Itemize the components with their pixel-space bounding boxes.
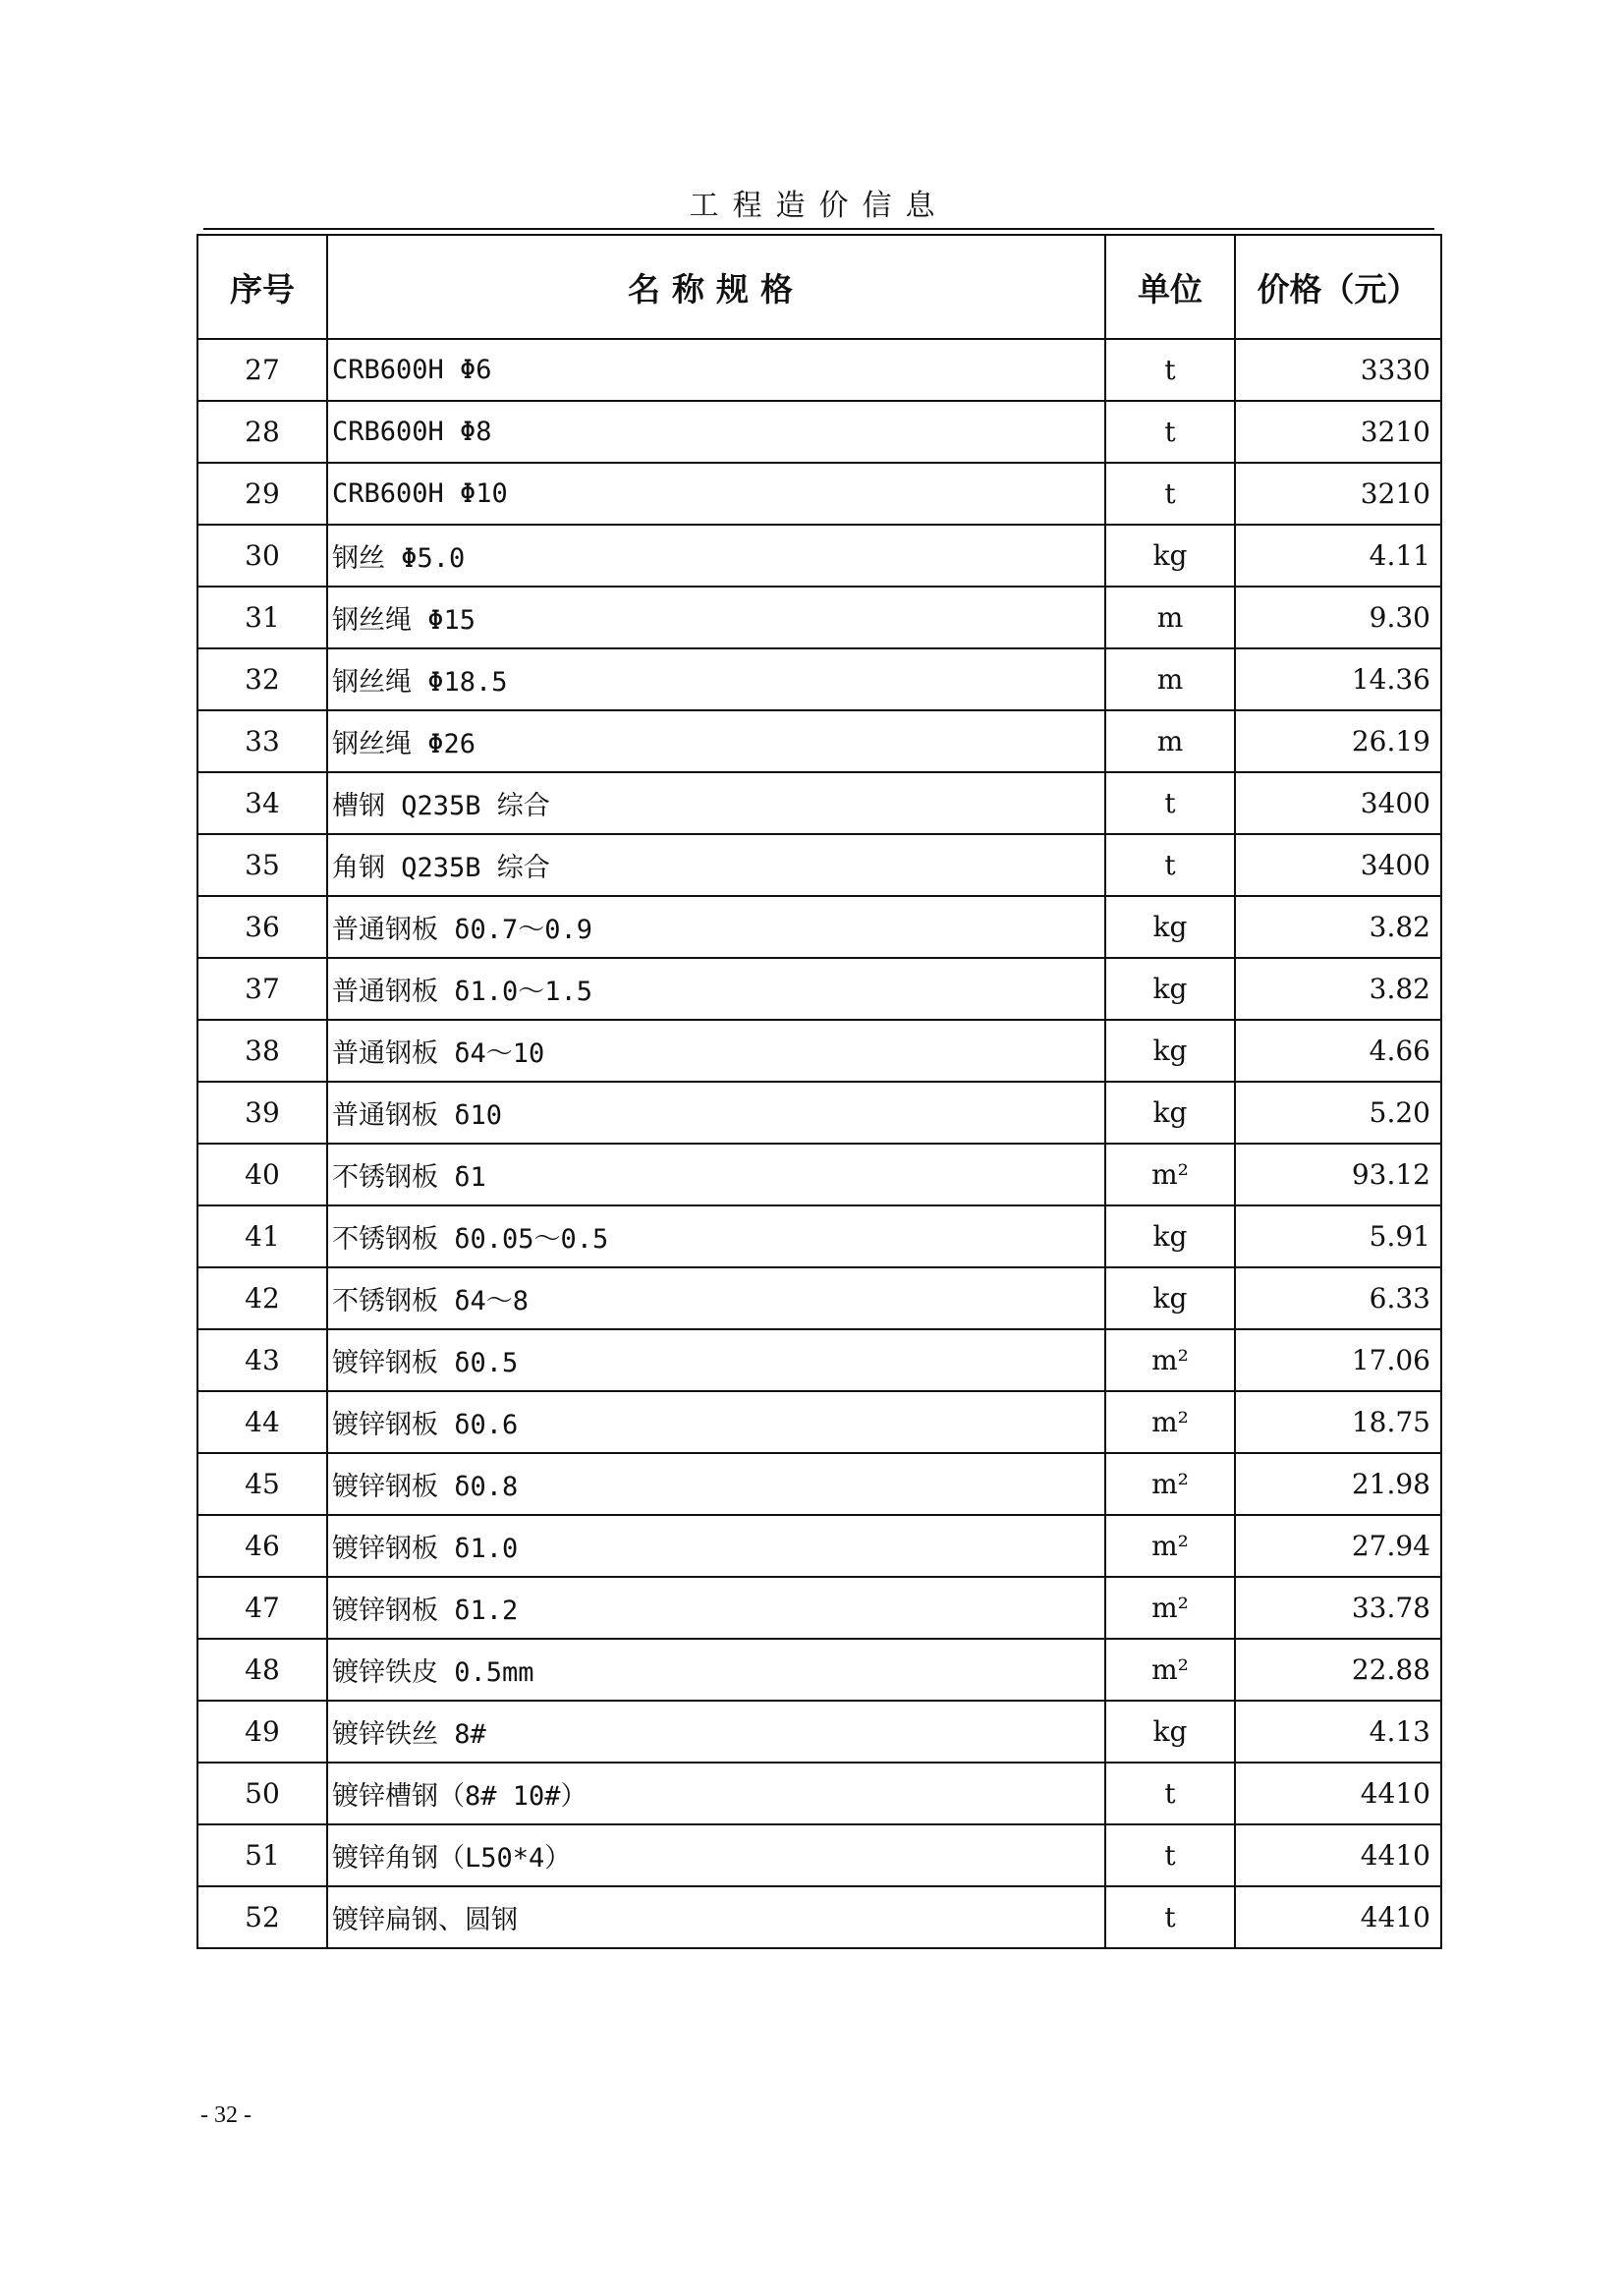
table-row <box>197 1391 1441 1453</box>
cell-price: 4410 <box>1235 1824 1441 1886</box>
cell-name: 钢丝绳 Φ15 <box>327 587 1105 648</box>
cell-no: 50 <box>197 1763 327 1824</box>
cell-price: 21.98 <box>1235 1453 1441 1515</box>
cell-name: CRB600H Φ8 <box>327 401 1105 463</box>
table-row <box>197 1144 1441 1205</box>
table-row <box>197 648 1441 710</box>
cell-unit: kg <box>1105 525 1235 587</box>
cell-name: 钢丝 Φ5.0 <box>327 525 1105 587</box>
cell-name: 镀锌铁丝 8# <box>327 1701 1105 1763</box>
table-row <box>197 1701 1441 1763</box>
table-row <box>197 339 1441 401</box>
cell-unit: kg <box>1105 958 1235 1020</box>
cell-no: 34 <box>197 772 327 834</box>
cell-price: 22.88 <box>1235 1639 1441 1701</box>
table-row <box>197 1639 1441 1701</box>
column-header-unit: 单位 <box>1105 235 1235 339</box>
cell-no: 38 <box>197 1020 327 1082</box>
cell-no: 51 <box>197 1824 327 1886</box>
cell-name: 镀锌钢板 δ0.8 <box>327 1453 1105 1515</box>
cell-name: CRB600H Φ6 <box>327 339 1105 401</box>
cell-name: 普通钢板 δ1.0～1.5 <box>327 958 1105 1020</box>
cell-price: 4.66 <box>1235 1020 1441 1082</box>
cell-price: 14.36 <box>1235 648 1441 710</box>
table-row <box>197 1082 1441 1144</box>
table-row <box>197 1577 1441 1639</box>
cell-name: CRB600H Φ10 <box>327 463 1105 525</box>
cell-unit: kg <box>1105 1267 1235 1329</box>
cell-no: 28 <box>197 401 327 463</box>
table-row <box>197 1886 1441 1948</box>
cell-unit: m² <box>1105 1515 1235 1577</box>
cell-name: 镀锌角钢（L50*4） <box>327 1824 1105 1886</box>
cell-no: 44 <box>197 1391 327 1453</box>
table-row <box>197 834 1441 896</box>
cell-unit: m² <box>1105 1329 1235 1391</box>
cell-price: 17.06 <box>1235 1329 1441 1391</box>
cell-no: 46 <box>197 1515 327 1577</box>
cell-price: 3210 <box>1235 401 1441 463</box>
cell-name: 钢丝绳 Φ26 <box>327 710 1105 772</box>
cell-no: 33 <box>197 710 327 772</box>
cell-price: 4410 <box>1235 1763 1441 1824</box>
cell-name: 普通钢板 δ0.7～0.9 <box>327 896 1105 958</box>
table-row <box>197 1763 1441 1824</box>
table-row <box>197 772 1441 834</box>
cell-no: 49 <box>197 1701 327 1763</box>
cell-unit: t <box>1105 1886 1235 1948</box>
cell-price: 5.91 <box>1235 1205 1441 1267</box>
cell-unit: m² <box>1105 1577 1235 1639</box>
cell-unit: t <box>1105 834 1235 896</box>
column-header-no: 序号 <box>197 235 327 339</box>
table-row <box>197 401 1441 463</box>
table-row <box>197 896 1441 958</box>
table-row <box>197 525 1441 587</box>
table-row <box>197 463 1441 525</box>
cell-name: 角钢 Q235B 综合 <box>327 834 1105 896</box>
cell-price: 18.75 <box>1235 1391 1441 1453</box>
cell-no: 32 <box>197 648 327 710</box>
table-body <box>197 339 1441 1948</box>
page-header-title: 工程造价信息 <box>689 189 949 223</box>
cell-price: 3330 <box>1235 339 1441 401</box>
cell-name: 不锈钢板 δ0.05～0.5 <box>327 1205 1105 1267</box>
table-row <box>197 1020 1441 1082</box>
cell-price: 3210 <box>1235 463 1441 525</box>
table-row <box>197 587 1441 648</box>
cell-no: 29 <box>197 463 327 525</box>
cell-no: 36 <box>197 896 327 958</box>
cell-price: 5.20 <box>1235 1082 1441 1144</box>
cell-unit: kg <box>1105 1205 1235 1267</box>
cell-unit: kg <box>1105 1701 1235 1763</box>
cell-price: 3400 <box>1235 772 1441 834</box>
cell-price: 4.13 <box>1235 1701 1441 1763</box>
cell-name: 不锈钢板 δ1 <box>327 1144 1105 1205</box>
cell-name: 镀锌钢板 δ0.5 <box>327 1329 1105 1391</box>
cell-no: 27 <box>197 339 327 401</box>
cell-unit: kg <box>1105 1020 1235 1082</box>
cell-price: 9.30 <box>1235 587 1441 648</box>
cell-no: 35 <box>197 834 327 896</box>
cell-unit: m² <box>1105 1144 1235 1205</box>
table-row <box>197 1824 1441 1886</box>
cell-unit: m² <box>1105 1391 1235 1453</box>
cell-unit: t <box>1105 463 1235 525</box>
table-row <box>197 710 1441 772</box>
cell-unit: m <box>1105 648 1235 710</box>
cell-name: 普通钢板 δ4～10 <box>327 1020 1105 1082</box>
cell-name: 不锈钢板 δ4～8 <box>327 1267 1105 1329</box>
cell-no: 40 <box>197 1144 327 1205</box>
cell-no: 52 <box>197 1886 327 1948</box>
cell-name: 镀锌钢板 δ0.6 <box>327 1391 1105 1453</box>
cell-price: 93.12 <box>1235 1144 1441 1205</box>
cell-no: 30 <box>197 525 327 587</box>
table-header-row <box>197 235 1441 339</box>
cell-price: 6.33 <box>1235 1267 1441 1329</box>
page-number: - 32 - <box>200 2102 252 2128</box>
cell-no: 41 <box>197 1205 327 1267</box>
cell-name: 槽钢 Q235B 综合 <box>327 772 1105 834</box>
table-row <box>197 958 1441 1020</box>
cell-price: 27.94 <box>1235 1515 1441 1577</box>
cell-unit: m² <box>1105 1453 1235 1515</box>
cell-unit: m² <box>1105 1639 1235 1701</box>
table-row <box>197 1453 1441 1515</box>
cell-price: 33.78 <box>1235 1577 1441 1639</box>
cell-no: 43 <box>197 1329 327 1391</box>
column-header-name: 名称规格 <box>327 235 1105 339</box>
cell-no: 39 <box>197 1082 327 1144</box>
cell-unit: t <box>1105 401 1235 463</box>
cell-unit: t <box>1105 1824 1235 1886</box>
cell-name: 镀锌槽钢（8# 10#） <box>327 1763 1105 1824</box>
cell-name: 镀锌钢板 δ1.0 <box>327 1515 1105 1577</box>
cell-no: 37 <box>197 958 327 1020</box>
header-rule <box>203 228 1434 230</box>
cell-unit: t <box>1105 1763 1235 1824</box>
table-row <box>197 1267 1441 1329</box>
cell-name: 镀锌扁钢、圆钢 <box>327 1886 1105 1948</box>
table-row <box>197 1205 1441 1267</box>
price-table <box>196 234 1442 1949</box>
cell-name: 钢丝绳 Φ18.5 <box>327 648 1105 710</box>
cell-price: 4410 <box>1235 1886 1441 1948</box>
cell-unit: m <box>1105 710 1235 772</box>
cell-no: 48 <box>197 1639 327 1701</box>
cell-unit: t <box>1105 772 1235 834</box>
column-header-price: 价格（元） <box>1235 235 1441 339</box>
cell-unit: m <box>1105 587 1235 648</box>
cell-unit: kg <box>1105 896 1235 958</box>
cell-unit: t <box>1105 339 1235 401</box>
cell-name: 镀锌铁皮 0.5mm <box>327 1639 1105 1701</box>
cell-name: 镀锌钢板 δ1.2 <box>327 1577 1105 1639</box>
table-row <box>197 1515 1441 1577</box>
cell-no: 31 <box>197 587 327 648</box>
cell-price: 26.19 <box>1235 710 1441 772</box>
cell-unit: kg <box>1105 1082 1235 1144</box>
cell-price: 3.82 <box>1235 958 1441 1020</box>
cell-price: 3.82 <box>1235 896 1441 958</box>
cell-price: 3400 <box>1235 834 1441 896</box>
table-row <box>197 1329 1441 1391</box>
cell-no: 47 <box>197 1577 327 1639</box>
cell-price: 4.11 <box>1235 525 1441 587</box>
cell-no: 45 <box>197 1453 327 1515</box>
cell-name: 普通钢板 δ10 <box>327 1082 1105 1144</box>
cell-no: 42 <box>197 1267 327 1329</box>
